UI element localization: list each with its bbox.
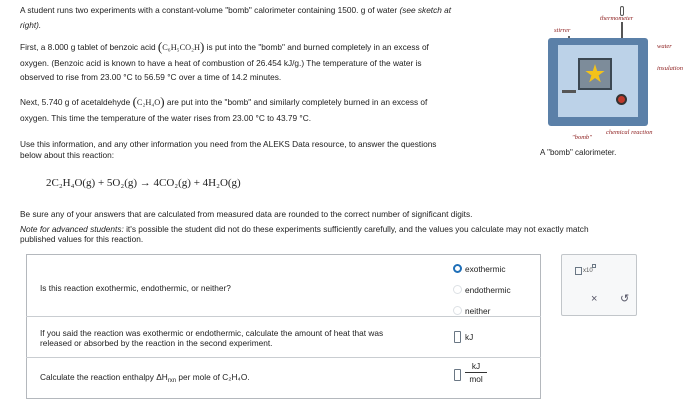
diagram-caption: A "bomb" calorimeter. [540, 148, 617, 157]
radio-endothermic[interactable] [453, 285, 462, 294]
row-divider [26, 357, 541, 358]
sigfig-note: Be sure any of your answers that are calculated from measured data are rounded to the correct number of significant digits. [20, 209, 473, 219]
thermometer-bulb-icon [616, 94, 627, 105]
instructions-paragraph: Use this information, and any other information you need from the ALEKS Data resource, to answer the questions below about this reaction: [20, 139, 437, 160]
radio-neither[interactable] [453, 306, 462, 315]
bomb-label: "bomb" [572, 134, 592, 141]
reaction-equation: 2C₂H₄O(g) + 5O₂(g) → 4CO₂(g) + 4H₂O(g) [46, 177, 241, 189]
advanced-note: Note for advanced students: it's possible the student did not do these experiments sufficiently carefully, and the values you calculate may not exactly match published values for this reaction. [20, 224, 589, 244]
question-heat: If you said the reaction was exothermic or endothermic, calculate the amount of heat that was released or absorbed by the reaction in the second experiment. [40, 328, 384, 348]
option-neither-label[interactable]: neither [465, 306, 491, 316]
enthalpy-answer-input[interactable] [454, 369, 461, 381]
thermometer-label: thermometer [600, 15, 634, 22]
heat-answer-input[interactable] [454, 331, 461, 343]
stirrer-label: stirrer [554, 27, 571, 34]
enthalpy-unit-fraction: kJ mol [465, 361, 487, 384]
option-endothermic-label[interactable]: endothermic [465, 285, 511, 295]
benzoic-paragraph: First, a 8.000 g tablet of benzoic acid (C₆H₅CO₂H) is put into the "bomb" and burned completely in an excess of oxygen. (Benzoic acid is known to have a heat of combustion of 26.454 kJ/g.) The temperature of the water is observed to rise from 23.00 °C to 56.59 °C over a time of 14.2 minutes. [20, 39, 429, 82]
chemical-reaction-label: chemical reaction [606, 129, 653, 136]
stirrer-blade [562, 90, 576, 93]
benzoic-formula: C₆H₅CO₂H [162, 43, 200, 52]
option-exothermic-label[interactable]: exothermic [465, 264, 506, 274]
thermometer-top-icon [620, 6, 624, 16]
acetaldehyde-paragraph: Next, 5.740 g of acetaldehyde (C₂H₄O) are put into the "bomb" and similarly completely burned in an excess of oxygen. This time the temperature of the water rises from 23.00 °C to 43.79 °C. [20, 94, 428, 123]
insulation-label: insulation [657, 65, 684, 72]
intro-paragraph: A student runs two experiments with a constant-volume "bomb" calorimeter containing 1500. g of water (see sketch at right). [20, 5, 452, 30]
heat-unit: kJ [465, 332, 474, 342]
acetaldehyde-formula: C₂H₄O [136, 98, 161, 107]
question-exo-endo: Is this reaction exothermic, endothermic, or neither? [40, 283, 231, 293]
tools-panel [561, 254, 637, 316]
water-label: water [657, 43, 672, 50]
radio-exothermic[interactable] [453, 264, 462, 273]
undo-button[interactable]: ↺ [620, 293, 630, 305]
row-divider [26, 316, 541, 317]
question-enthalpy: Calculate the reaction enthalpy $\Delta H_{rxn}$ per mole of C₂H₄O. [40, 372, 250, 384]
x10-icon[interactable]: x10 [575, 264, 597, 276]
clear-button[interactable]: × [591, 293, 598, 305]
